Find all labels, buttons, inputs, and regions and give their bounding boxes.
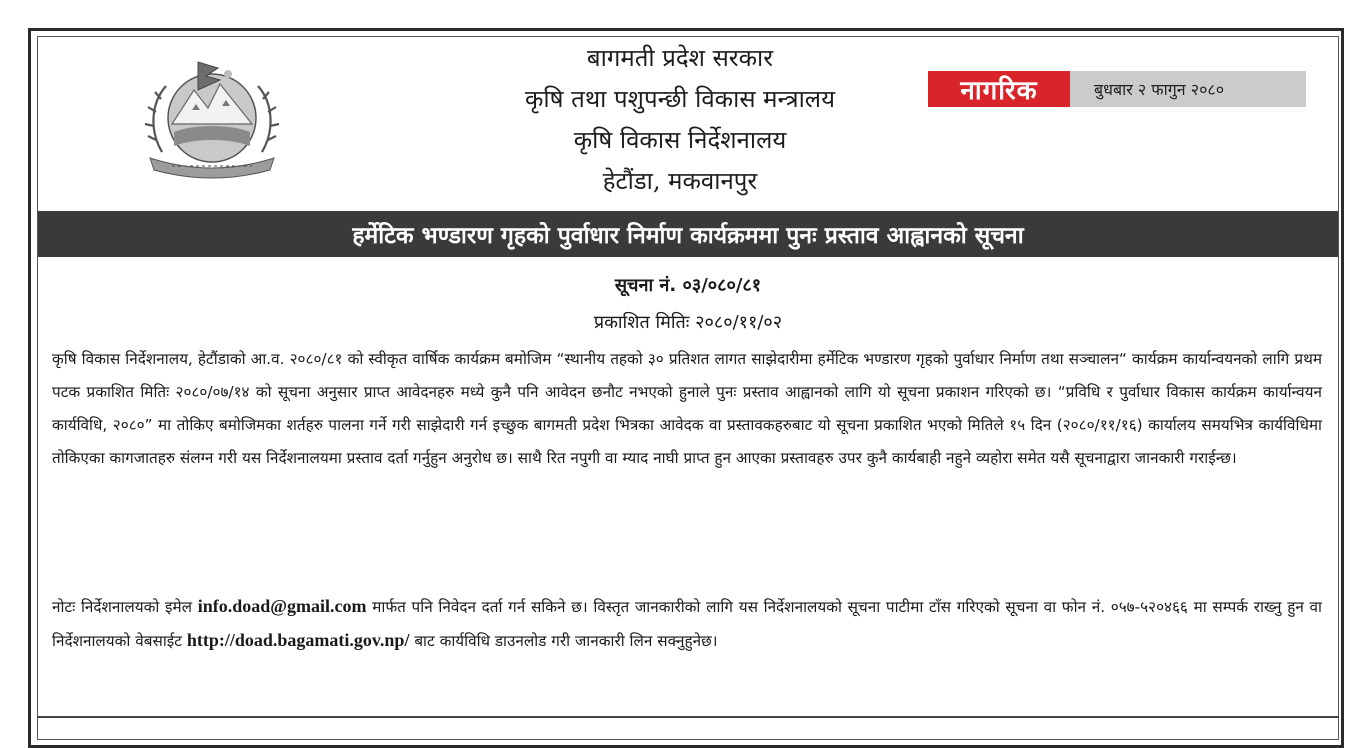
header-line-location: हेटौंडा, मकवानपुर (602, 167, 758, 195)
bottom-divider (37, 716, 1339, 718)
newspaper-logo: नागरिक (928, 71, 1070, 107)
published-date: प्रकाशित मितिः २०८०/११/०२ (593, 312, 783, 333)
newspaper-date: बुधबार २ फागुन २०८० (1070, 71, 1306, 107)
notice-note-paragraph (52, 590, 1322, 658)
note-middle: मार्फत पनि निवेदन दर्ता गर्न सकिने छ। विस्तृत जानकारीको लागि यस निर्देशनालयको सूचना पाटीमा टाँस गरिएको सूचना वा फोन नं. ०५७-५२०४६६ मा सम्पर्क राख्नु हुन वा निर्देशनालयको वेबसाईट (52, 598, 1322, 650)
website-link[interactable]: http://doad.bagamati.gov.np/ (186, 630, 410, 650)
note-prefix: नोटः निर्देशनालयको इमेल (52, 598, 193, 616)
newspaper-badge (928, 71, 1306, 107)
notice-body-paragraph: कृषि विकास निर्देशनालय, हेटौंडाको आ.व. २०८०/८१ को स्वीकृत वार्षिक कार्यक्रम बमोजिम “स्थानीय तहको ३० प्रतिशत लागत साझेदारीमा हर्मेटिक भण्डारण गृहको पुर्वाधार निर्माण तथा सञ्चालन“ कार्यक्रम कार्यान्वयनको लागि प्रथम पटक प्रकाशित मितिः २०८०/०७/१४ को सूचना अनुसार प्राप्त आवेदनहरु मध्ये कुनै पनि आवेदन छनौट नभएको हुनाले पुनः प्रस्ताव आह्वानको लागि यो सूचना प्रकाशन गरिएको छ। “प्रविधि र पुर्वाधार विकास कार्यक्रम कार्यान्वयन कार्यविधि, २०८०” मा तोकिए बमोजिमका शर्तहरु पालना गर्ने गरी साझेदारी गर्न इच्छुक बागमती प्रदेश भित्रका आवेदक वा प्रस्तावकहरुबाट यो सूचना प्रकाशित भएको मितिले १५ दिन (२०८०/११/१६) कार्यालय समयभित्र कार्यविधिमा तोकिएका कागजातहरु संलग्न गरी यस निर्देशनालयमा प्रस्ताव दर्ता गर्नुहुन अनुरोध छ। साथै रित नपुगी वा म्याद नाघी प्राप्त हुन आएका प्रस्तावहरु उपर कुनै कार्यबाही नहुने व्यहोरा समेत यसै सूचनाद्वारा जानकारी गराईन्छ। (52, 350, 1322, 467)
header-line-government: बागमती प्रदेश सरकार (586, 44, 774, 72)
header-line-directorate: कृषि विकास निर्देशनालय (573, 126, 787, 154)
header-line-ministry: कृषि तथा पशुपन्छी विकास मन्त्रालय (525, 85, 835, 113)
notice-title-bar (38, 211, 1338, 257)
note-suffix: बाट कार्यविधि डाउनलोड गरी जानकारी लिन सक्नुहुनेछ। (409, 632, 718, 650)
notice-number: सूचना नं. ०३/०८०/८१ (614, 275, 762, 296)
nepal-government-emblem-icon (132, 54, 292, 186)
email-link[interactable]: info.doad@gmail.com (197, 596, 367, 616)
notice-title: हर्मेटिक भण्डारण गृहको पुर्वाधार निर्माण कार्यक्रममा पुनः प्रस्ताव आह्वानको सूचना (352, 223, 1024, 249)
